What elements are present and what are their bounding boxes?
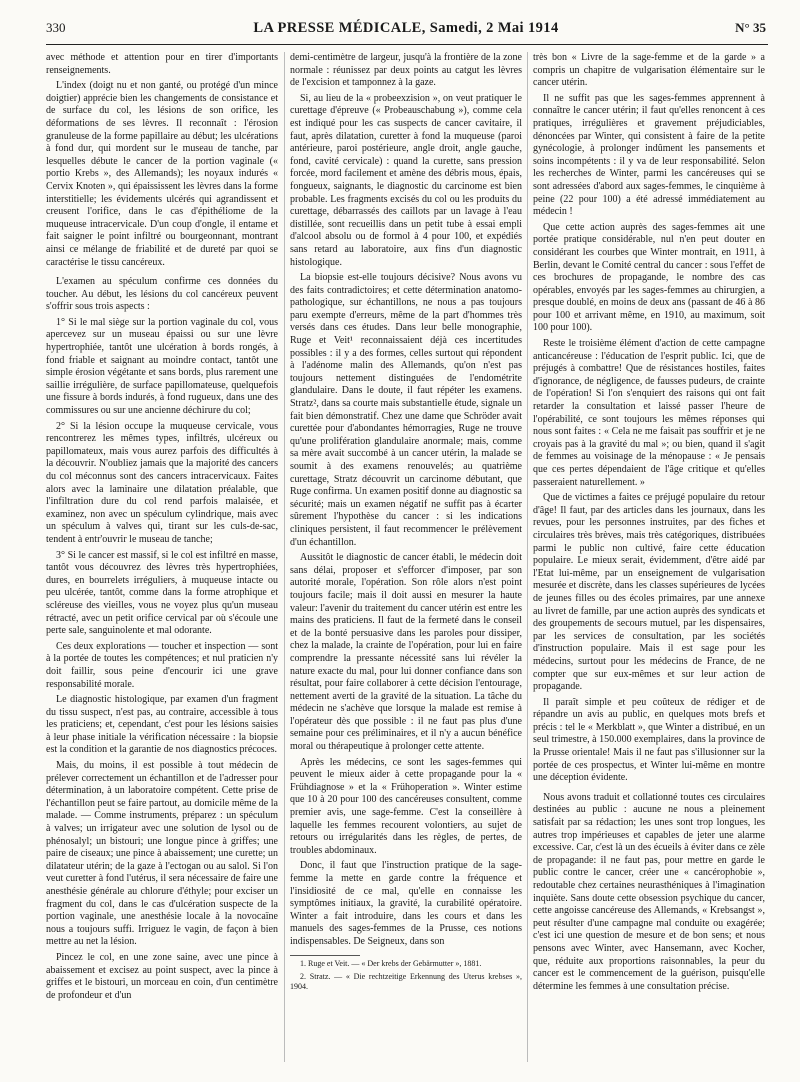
page-number: 330: [46, 20, 66, 35]
paragraph: Donc, il faut que l'instruction pratique de la sage-femme la mette en garde contre la fréquence et l'insidiosité de ce mal, qu'elle en connaisse les symptômes initiaux, la gravité, la curabilité opératoire. Winter a fait introduire, dans les cours et dans les manuels des sages-femmes de la Prusse, ces notions indispensables. De Seigneux, dans son: [290, 860, 522, 947]
footnote: 2. Stratz. — « Die rechtzeitige Erkennung des Uterus krebses », 1904.: [290, 971, 522, 991]
footnote: 1. Ruge et Veit. — « Der krebs der Gebärmutter », 1881.: [300, 958, 482, 968]
paragraph: La biopsie est-elle toujours décisive? Nous avons vu des faits contradictoires; et cette détermination anatomo-pathologique, sur échantillons, ne nous a pas toujours paru exempte d'erreurs, même de la part d'hommes très versés dans ces études. Dans leur belle monographie, Ruge et Veit¹ reconnaissaient déjà ces incertitudes possibles : il y a des formes, celles surtout qui répondent à l'adénome malin des Allemands, qu'on n'est pas toujours nettement distinguées de l'endométrite glandulaire. Dans le doute, il faut répéter les examens. Stratz², dans sa courte mais substantielle étude, signale un fait bien démonstratif. Chez une dame que Schröder avait curettée pour d'abondantes hémorragies, Ruge ne trouve qu'une prolifération glandulaire anormale; mais, comme sa mère avait succombé à un cancer utérin, la malade se soumit à des examens renouvelés; au quatrième curettage, Stratz découvrit un carcinome débutant, que Ruge confirma. Un examen positif donne au diagnostic sa sécurité; mais un examen négatif ne suffit pas à écarter sûrement l'hypothèse du cancer : si les indications cliniques persistent, il faut recommencer le prélèvement d'un échantillon.: [290, 272, 522, 548]
column-1: [46, 52, 278, 1072]
paragraph: Pincez le col, en une zone saine, avec une pince à abaissement et excisez au point suspect, avec la pince à griffes et le bistouri, un morceau en coin, d'un centimètre de profondeur et d'un: [46, 951, 278, 1001]
column-divider: [527, 52, 528, 1062]
paragraph: 2° Si la lésion occupe la muqueuse cervicale, vous rencontrerez les mêmes types, infiltrés, ulcéreux ou papillomateux, mais vous aurez parfois des difficultés à la découvrir. N'oubliez jamais que la majorité des cancers du col méconnus sont des cancers intracervicaux. Faites alors avec la laminaire une dilatation préalable, que l'infiltration dure du col rend parfois malaisée, et examinez, non avec un spéculum cylindrique, mais avec un spéculum à valves qui, tirant sur les culs-de-sac, tendent à entr'ouvrir le museau de tanche;: [46, 420, 278, 545]
column-3: [533, 52, 765, 1072]
page-header: [46, 20, 766, 42]
paragraph: très bon « Livre de la sage-femme et de la garde » a compris un chapitre de vulgarisation élémentaire sur le cancer utérin.: [533, 52, 765, 89]
paragraph: Que cette action auprès des sages-femmes ait une portée pratique considérable, nul n'en peut douter en considérant les courbes que Winter montrait, en 1911, à Berlin, devant le Comité central du cancer : sous l'effet de ces brochures de propagande, le nombre des cas opérables, envoyés par les sages-femmes au chirurgien, a presque doublé, en moins de deux ans (passant de 46 à 86 pour 100 et arrivant même, en 1910, au maximum, soit 100 pour 100).: [533, 221, 765, 334]
column-2: [290, 52, 522, 1072]
journal-title: LA PRESSE MÉDICALE, Samedi, 2 Mai 1914: [253, 20, 559, 36]
paragraph: L'index (doigt nu et non ganté, ou protégé d'un mince doigtier) apprécie bien les changements de consistance et de surface du col, les lésions de son orifice, les déformations de ses lèvres. Il reconnaît : l'érosion granuleuse de la forme papillaire au début; les ulcérations à fond dur, qui mordent sur le museau de tanche, par lesquelles débute le cancer de la portion vaginale (« portio Krebs », des Allemands); les noyaux indurés « Cervix Knoten », qui épaississent les lèvres dans la forme interstitielle; les évidements ulcérés qui agrandissent et creusent l'orifice, dans le cas d'épithéliome de la muqueuse intracervicale. D'un coup d'ongle, il entame et fait saigner le point infiltré ou bourgeonnant, montrant ainsi ce mélange de friabilité et de dureté par quoi se caractérise le tissu cancéreux.: [46, 80, 278, 268]
paragraph: L'examen au spéculum confirme ces données du toucher. Au début, les lésions du col cancéreux peuvent s'offrir sous trois aspects :: [46, 276, 278, 313]
column-divider: [284, 52, 285, 1062]
paragraph: Il ne suffit pas que les sages-femmes apprennent à connaître le cancer utérin; il faut qu'elles renoncent à ces pratiques, irrégulières et gravement préjudiciables, dénoncées par Winter, qui consistent à faire de la petite gynécologie, à prolonger indûment les pansements et soins incompétents : il y va de leur responsabilité. Selon les recherches de Winter, parmi les cancéreuses qui se sont adressées d'abord aux sages-femmes, le cinquième à peine (22 pour 100) a été adressé immédiatement au médecin !: [533, 92, 765, 218]
paragraph: Ces deux explorations — toucher et inspection — sont à la portée de toutes les compétences; et nul praticien n'y doit faillir, sous peine d'encourir ici une grave responsabilité morale.: [46, 640, 278, 690]
paragraph: demi-centimètre de largeur, jusqu'à la frontière de la zone normale : réunissez par deux points au catgut les lèvres de l'excision et tamponnez à la gaze.: [290, 52, 522, 89]
paragraph: 3° Si le cancer est massif, si le col est infiltré en masse, tantôt vous découvrez des lèvres très hypertrophiées, dures, en bourrelets irréguliers, à muqueuse intacte ou peu ulcérée, tantôt, comme dans la forme atrophique et scléreuse des vieilles, vous ne voyez plus qu'un museau rétracté, avec un petit orifice cervical par où s'écoule une perte sale, sanguinolente et mal odorante.: [46, 549, 278, 637]
issue-number: N° 35: [735, 20, 766, 35]
paragraph: Il paraît simple et peu coûteux de rédiger et de répandre un avis au public, en quelques mots brefs et précis : tel le « Merkblatt », que Winter a distribué, en un seul trimestre, à 150.000 exemplaires, dans la province de la Prusse orientale! Mais il ne faut pas s'illusionner sur la portée de ces prospectus, et Winter lui-même en montre une déception évidente.: [533, 696, 765, 784]
footnote-rule: [290, 955, 360, 956]
paragraph: Après les médecins, ce sont les sages-femmes qui peuvent le mieux aider à cette propagande pour la « Frühdiagnose » et la « Frühoperation ». Winter estime que 10 à 20 pour 100 des cancéreuses consultent, comme premier avis, une sage-femme. C'est la conseillère à laquelle les femmes recourent volontiers, au sujet de retours ou irrégularités dans les règles, de pertes, de troubles abdominaux.: [290, 756, 522, 856]
paragraph: Si, au lieu de la « probeexzision », on veut pratiquer le curettage d'épreuve (« Probeauschabung »), comme cela est indiqué pour les cas suspects de cancer cavitaire, il faut, après dilatation, curetter à fond la muqueuse (paroi antérieure, paroi postérieure, angle droit, angle gauche, fond, cavité cervicale) : quand la curette, sans pression forcée, mord facilement et amène des débris mous, épais, fongueux, saignants, le diagnostic du carcinome est bien probable. Les fragments excisés du col ou les produits du curettage, débarrassés des caillots par un lavage à l'eau distillée, sont recueillis dans un petit tube à essai empli d'alcool absolu ou de formol à 4 pour 100, et expédiés sans retard au laboratoire, aux fins d'un diagnostic histologique.: [290, 92, 522, 268]
paragraph: Que de victimes a faites ce préjugé populaire du retour d'âge! Il faut, par des articles dans les journaux, dans les revues, pour les personnes instruites, par des fiches et circulaires très brèves, mais très catégoriques, distribuées parmi le public non cultivé, faire cette éducation populaire. Le mieux serait, évidemment, d'être aidé par l'Etat lui-même, par un enseignement de vulgarisation mesurée et discrète, dans les classes supérieures de lycées de jeunes filles ou des écoles primaires, par une annexe au livret de famille, par une action auprès des syndicats et des groupements de secours mutuel, par les dispensaires, par les services de consultation, par les sociétés d'instruction populaire. Mais il est sage pour les médecins, surtout pour les médecins de France, de ne compter que sur eux-mêmes et sur leur action de propagande.: [533, 492, 765, 693]
paragraph: Mais, du moins, il est possible à tout médecin de prélever correctement un échantillon et de l'adresser pour détermination, à un laboratoire compétent. Cette prise de l'échantillon peut se faire partout, au domicile même de la malade. — Comme instruments, préparez : un spéculum à valves; un irrigateur avec une solution de lysol ou de phénosalyl; un bistouri; une longue pince à griffes; une paire de ciseaux; une pince à abaissement; une curette; un dilatateur utérin; de la gaze à l'ectogan ou au salol. Si l'on veut curetter à fond l'utérus, il sera nécessaire de faire une anesthésie générale au chlorure d'éthyle; pour exciser un fragment du col, dans le cas d'ulcération suspecte de la portion vaginale, une anesthésie locale à la novocaïne nous a toujours suffi. Irriguez le vagin, de façon à bien mettre au net la lésion.: [46, 760, 278, 948]
paragraph: Aussitôt le diagnostic de cancer établi, le médecin doit sans délai, proposer et s'efforcer d'imposer, par son autorité morale, l'opération. Son rôle alors n'est point toujours facile; mais il doit aussi en mesurer la haute valeur: l'avenir du traitement du cancer utérin est entre les mains des praticiens. Il faut de la fermeté dans le conseil et de la bonté persuasive dans les paroles pour dissiper, chez la malade, la crainte de l'opération, pour lui en faire comprendre la pressante nécessité sans lui révéler la nature exacte du mal, pour lui donner confiance dans son résultat, pour faire collaborer à cette décision l'entourage, nettement averti de la gravité de la situation. La tâche du médecin ne s'achève que lorsque la malade est remise à l'opérateur dès que possible : il ne faut pas plus d'une semaine pour ces préliminaires, et il n'y a aucun bénéfice moral ou thérapeutique à prolonger cette attente.: [290, 552, 522, 753]
header-rule: [46, 44, 768, 45]
paragraph: 1° Si le mal siège sur la portion vaginale du col, vous apercevez sur un museau épaissi ou sur une lèvre hypertrophiée, tantôt une ulcération à bords rongés, à fond friable et saignant au moindre contact, tantôt une simple érosion végétante et sans bords, plus rarement une saillie irrégulière, de surface papillomateuse, quelquefois une fissure à bords indurés, à fond rugueux, dans une des commissures ou sur une ancienne déchirure du col;: [46, 316, 278, 417]
paragraph: avec méthode et attention pour en tirer d'importants renseignements.: [46, 52, 278, 76]
paragraph: Reste le troisième élément d'action de cette campagne anticancéreuse : l'éducation de l'esprit public. Ici, que de préjugés à combattre! Que de résistances hostiles, faites d'ignorance, de négligence, de fausses pudeurs, de crainte de l'opération! Si l'on s'enquiert des raisons qui ont fait retarder la consultation et laissé passer l'heure de l'opérabilité, ce sont toujours les mêmes réponses qui nous sont faites : « Cela ne me faisait pas souffrir et je ne croyais pas à la gravité du mal »; ou bien, quand il s'agit de femmes au voisinage de la ménopause : « Je pensais que ces pertes dépendaient de l'âge critique et qu'elles passeraient naturellement. »: [533, 338, 765, 488]
paragraph: Le diagnostic histologique, par examen d'un fragment du tissu suspect, n'est pas, au contraire, accessible à tous les praticiens; et, cependant, c'est pour les lésions saisies à leur phase initiale la vérification nécessaire : la biopsie est la condition et la garantie de nos diagnostics précoces.: [46, 694, 278, 756]
paragraph: Nous avons traduit et collationné toutes ces circulaires destinées au public : aucune ne nous a pleinement satisfait par sa rédaction; les unes sont trop longues, les autres trop impérieuses et capables de jeter une alarme excessive. Car, c'est là un des écueils à éviter dans ce zèle de propagande: il ne faut pas, pour mettre en garde le public contre le cancer, créer une « cancérophobie », redoutable chez certaines neurasthéniques à l'imagination inquiète. Sans doute cette obsession psychique du cancer, cette angoisse cancéreuse des Allemands, « Krebsangst », peut résulter d'une campagne mal conduite ou exagérée; c'est ici une question de mesure et de bon sens; et nous pensons avec Winter, avec Hansemann, avec Kocher, que, réduite aux proportions raisonnables, la peur du cancer est le commencement de la guérison, puisqu'elle détermine les femmes à une consultation précise.: [533, 791, 765, 992]
